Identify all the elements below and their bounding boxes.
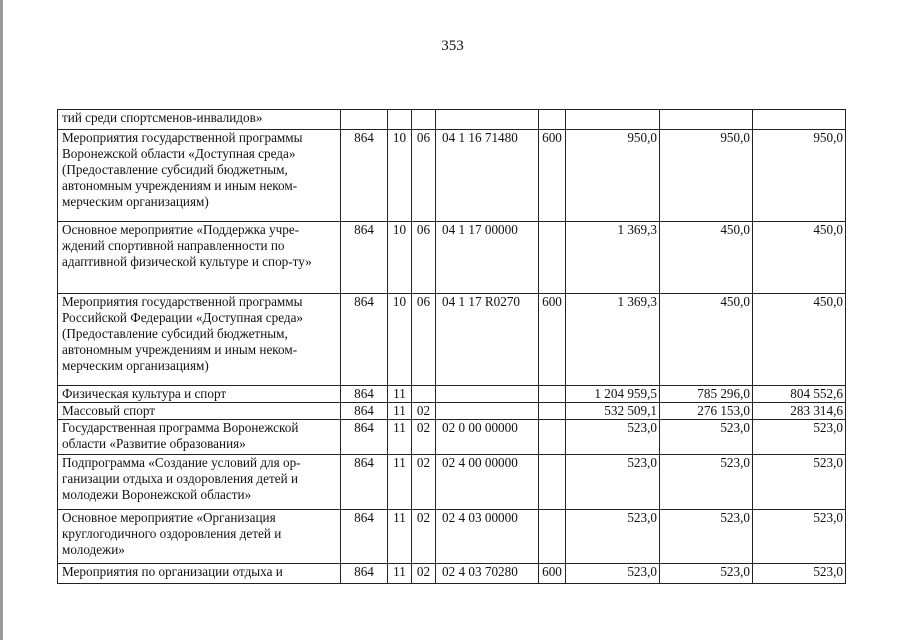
row-amount-year3: 523,0 [753,455,846,510]
row-section: 11 [388,510,412,564]
row-subsection: 06 [412,130,436,222]
row-section: 10 [388,130,412,222]
row-expense-type [539,110,566,130]
row-amount-year3: 283 314,6 [753,403,846,420]
row-grbs: 864 [341,130,388,222]
row-grbs: 864 [341,564,388,584]
row-amount-year1: 523,0 [566,510,660,564]
row-target-article [436,386,539,403]
row-subsection: 02 [412,455,436,510]
row-target-article: 04 1 17 R0270 [436,294,539,386]
row-name: Основное мероприятие «Поддержка учре-ждений спортивной направленности по адаптивной физической культуре и спор-ту» [58,222,341,294]
row-amount-year2: 785 296,0 [660,386,753,403]
row-section: 11 [388,386,412,403]
table-row [58,403,846,420]
row-amount-year3 [753,110,846,130]
row-grbs: 864 [341,222,388,294]
table-row [58,510,846,564]
row-amount-year3: 450,0 [753,222,846,294]
row-amount-year2: 950,0 [660,130,753,222]
row-subsection: 02 [412,403,436,420]
row-grbs: 864 [341,455,388,510]
row-amount-year1: 523,0 [566,420,660,455]
row-amount-year2: 450,0 [660,294,753,386]
row-amount-year1: 1 369,3 [566,294,660,386]
row-amount-year1: 950,0 [566,130,660,222]
table-row [58,294,846,386]
table-row [58,130,846,222]
row-expense-type [539,222,566,294]
row-grbs [341,110,388,130]
row-amount-year3: 804 552,6 [753,386,846,403]
budget-table [57,109,846,584]
row-amount-year1 [566,110,660,130]
row-expense-type: 600 [539,564,566,584]
row-amount-year2: 523,0 [660,455,753,510]
row-amount-year3: 450,0 [753,294,846,386]
row-expense-type: 600 [539,294,566,386]
row-name: Физическая культура и спорт [58,386,341,403]
row-amount-year1: 523,0 [566,564,660,584]
table-row [58,420,846,455]
row-section: 11 [388,564,412,584]
row-subsection: 06 [412,222,436,294]
row-section: 10 [388,222,412,294]
table-row [58,564,846,584]
row-amount-year2 [660,110,753,130]
row-grbs: 864 [341,403,388,420]
row-target-article: 02 4 00 00000 [436,455,539,510]
row-target-article: 02 4 03 00000 [436,510,539,564]
row-amount-year3: 950,0 [753,130,846,222]
row-name: Подпрограмма «Создание условий для ор-ганизации отдыха и оздоровления детей и молодежи Воронежской области» [58,455,341,510]
row-amount-year3: 523,0 [753,564,846,584]
row-amount-year2: 450,0 [660,222,753,294]
row-section [388,110,412,130]
row-name: тий среди спортсменов-инвалидов» [58,110,341,130]
row-target-article: 02 0 00 00000 [436,420,539,455]
row-name: Основное мероприятие «Организация круглогодичного оздоровления детей и молодежи» [58,510,341,564]
table-row [58,455,846,510]
row-target-article [436,110,539,130]
row-amount-year1: 532 509,1 [566,403,660,420]
row-expense-type: 600 [539,130,566,222]
row-subsection: 06 [412,294,436,386]
row-amount-year1: 523,0 [566,455,660,510]
row-subsection: 02 [412,420,436,455]
page-number: 353 [441,38,464,54]
row-amount-year1: 1 204 959,5 [566,386,660,403]
row-name: Массовый спорт [58,403,341,420]
row-section: 11 [388,420,412,455]
row-subsection: 02 [412,564,436,584]
row-name: Государственная программа Воронежской области «Развитие образования» [58,420,341,455]
row-target-article: 04 1 17 00000 [436,222,539,294]
row-name: Мероприятия государственной программы Российской Федерации «Доступная среда» (Предоставление субсидий бюджетным, автономным учреждениям и иным неком-мерческим организациям) [58,294,341,386]
row-grbs: 864 [341,386,388,403]
row-name: Мероприятия по организации отдыха и [58,564,341,584]
row-expense-type [539,455,566,510]
table-row [58,386,846,403]
row-amount-year1: 1 369,3 [566,222,660,294]
row-expense-type [539,510,566,564]
row-subsection [412,110,436,130]
row-amount-year3: 523,0 [753,510,846,564]
row-amount-year2: 523,0 [660,420,753,455]
scan-left-edge [0,0,3,640]
row-expense-type [539,386,566,403]
table-body [58,110,846,584]
row-subsection: 02 [412,510,436,564]
row-target-article: 04 1 16 71480 [436,130,539,222]
table-row [58,110,846,130]
row-amount-year2: 523,0 [660,564,753,584]
row-section: 10 [388,294,412,386]
row-grbs: 864 [341,294,388,386]
row-amount-year2: 523,0 [660,510,753,564]
row-section: 11 [388,455,412,510]
row-subsection [412,386,436,403]
row-section: 11 [388,403,412,420]
row-target-article: 02 4 03 70280 [436,564,539,584]
row-grbs: 864 [341,510,388,564]
row-target-article [436,403,539,420]
row-amount-year3: 523,0 [753,420,846,455]
row-expense-type [539,403,566,420]
row-grbs: 864 [341,420,388,455]
row-amount-year2: 276 153,0 [660,403,753,420]
table-row [58,222,846,294]
row-name: Мероприятия государственной программы Воронежской области «Доступная среда» (Предоставление субсидий бюджетным, автономным учреждениям и иным неком-мерческим организациям) [58,130,341,222]
row-expense-type [539,420,566,455]
